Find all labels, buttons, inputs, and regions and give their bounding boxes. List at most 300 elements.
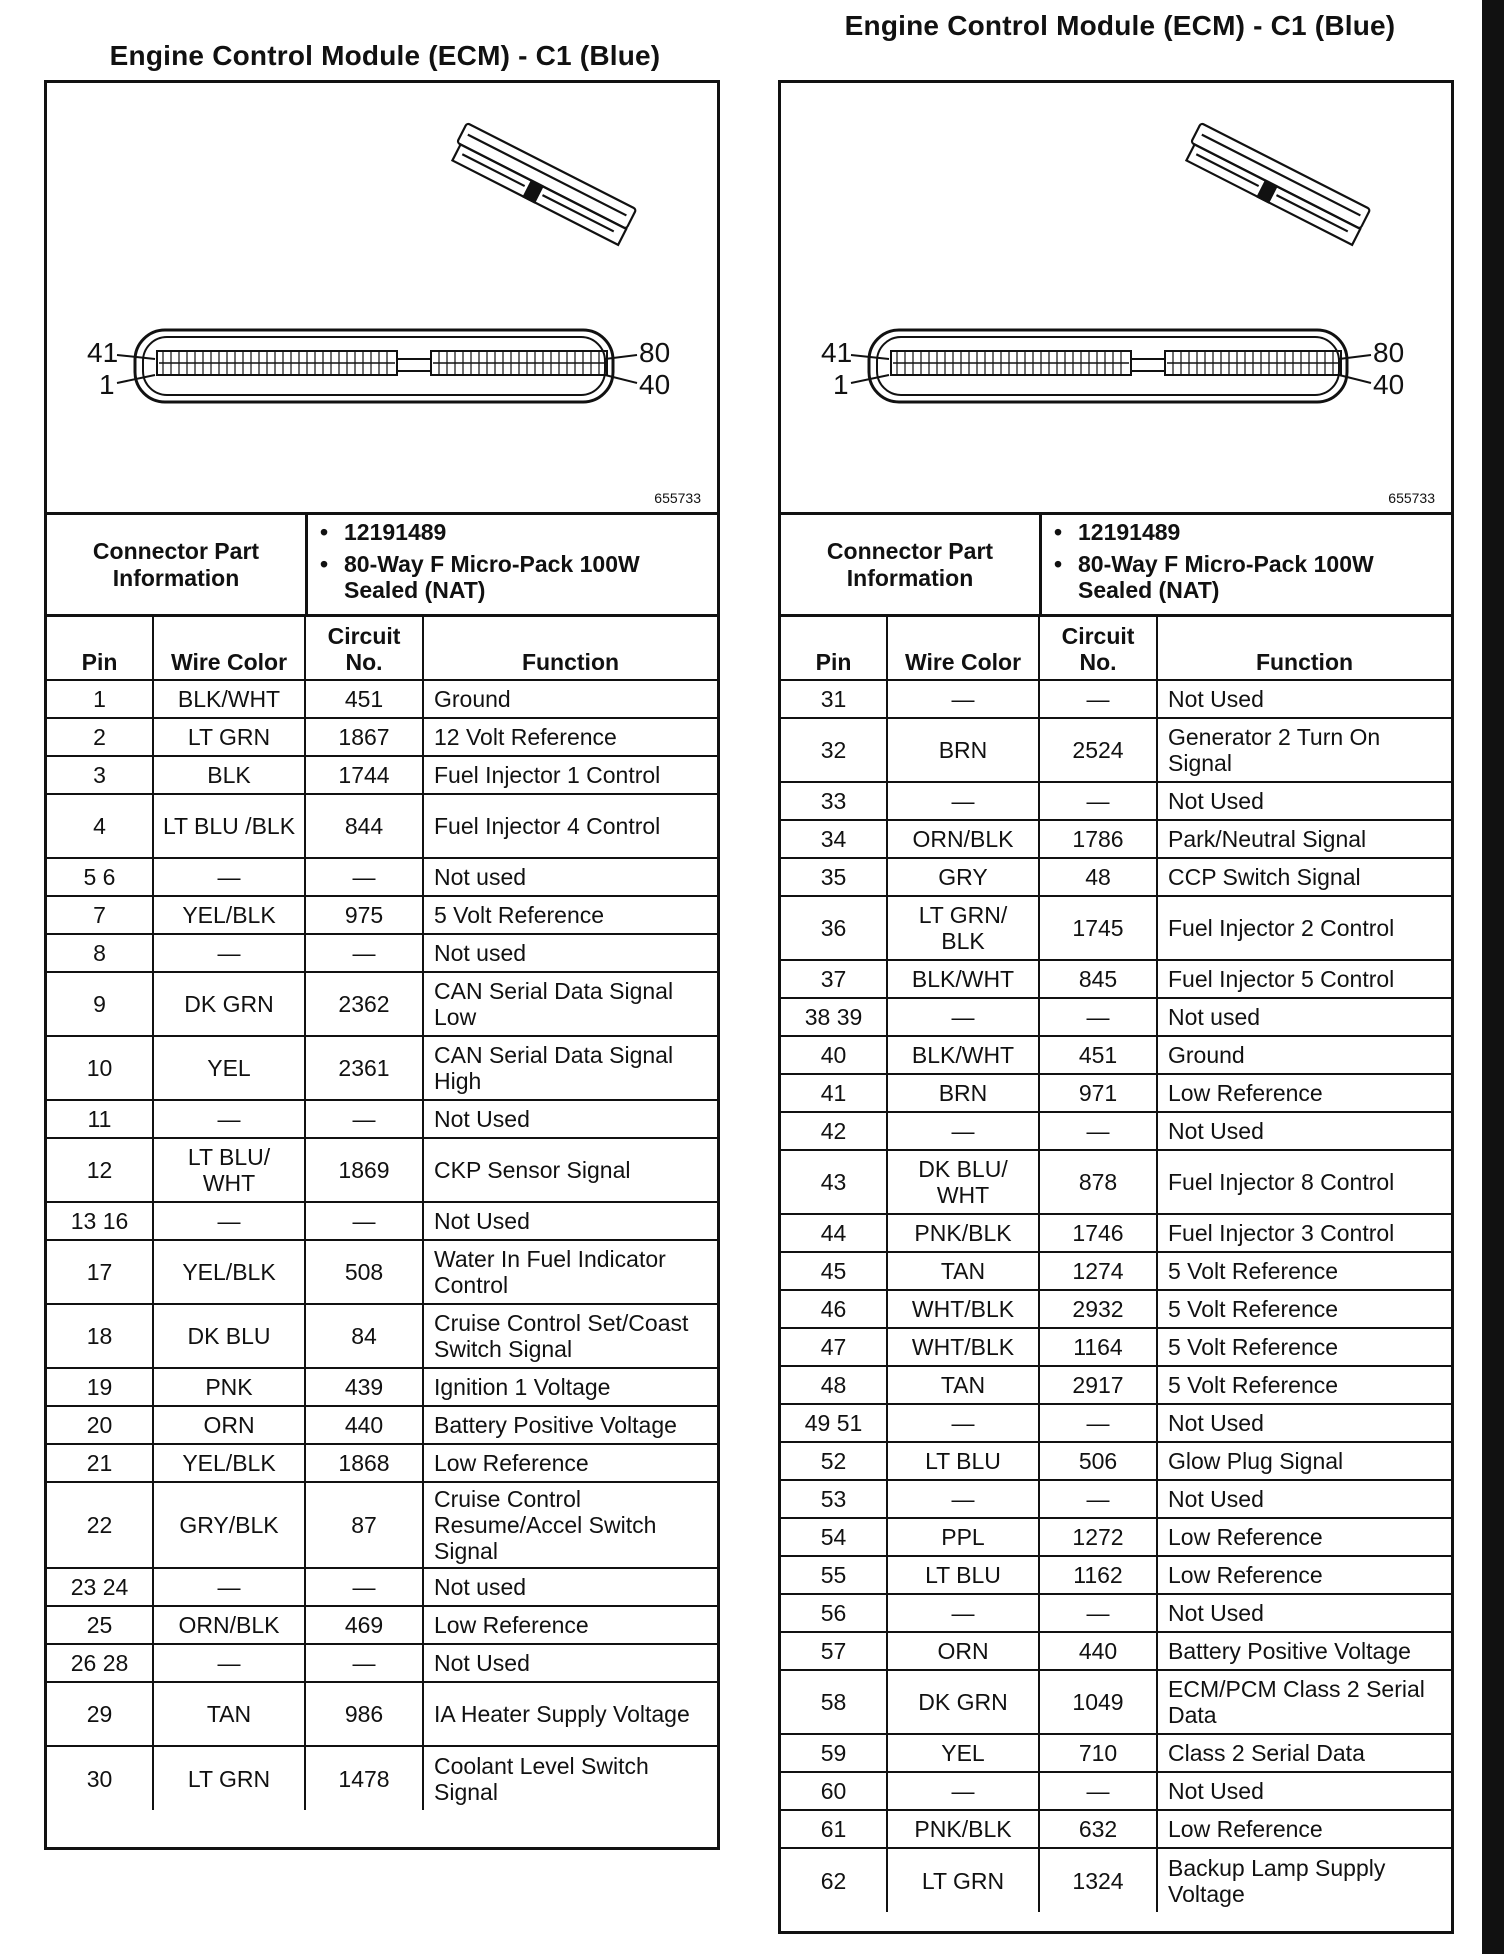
table-row (781, 782, 1451, 820)
table-row (781, 1290, 1451, 1328)
connector-part-info-label: Connector Part Information (781, 515, 1042, 614)
function-cell: CCP Switch Signal (1157, 858, 1451, 896)
pin-cell: 18 (47, 1304, 153, 1368)
table-row (47, 1568, 717, 1606)
table-row (47, 934, 717, 972)
wire-color-cell: BLK/WHT (153, 680, 305, 718)
connector-part-info (47, 515, 717, 617)
table-row (781, 1442, 1451, 1480)
table-row (47, 1304, 717, 1368)
connector-isometric (1183, 123, 1370, 245)
function-cell: Not Used (1157, 1404, 1451, 1442)
function-cell: Low Reference (423, 1444, 717, 1482)
circuit-no-cell: — (1039, 782, 1157, 820)
pin-cell: 35 (781, 858, 887, 896)
header-circuit-no: Circuit No. (1039, 617, 1157, 680)
pin-cell: 19 (47, 1368, 153, 1406)
function-cell: 5 Volt Reference (1157, 1366, 1451, 1404)
table-row (47, 680, 717, 718)
pin-label-80: 80 (1373, 337, 1405, 368)
connector-face (117, 330, 637, 402)
circuit-no-cell: — (305, 1202, 423, 1240)
function-cell: Low Reference (1157, 1810, 1451, 1848)
pin-cell: 9 (47, 972, 153, 1036)
circuit-no-cell: 469 (305, 1606, 423, 1644)
wire-color-cell: LT GRN (887, 1848, 1039, 1912)
circuit-no-cell: — (1039, 1594, 1157, 1632)
pin-cell: 43 (781, 1150, 887, 1214)
function-cell: Cruise Control Resume/Accel Switch Signal (423, 1482, 717, 1568)
pin-cell: 56 (781, 1594, 887, 1632)
wire-color-cell: DK GRN (887, 1670, 1039, 1734)
circuit-no-cell: 878 (1039, 1150, 1157, 1214)
right-connector-figure (781, 83, 1451, 515)
function-cell: IA Heater Supply Voltage (423, 1682, 717, 1746)
pin-cell: 3 (47, 756, 153, 794)
function-cell: CAN Serial Data Signal Low (423, 972, 717, 1036)
right-sheet (778, 80, 1454, 1934)
wire-color-cell: BRN (887, 1074, 1039, 1112)
wire-color-cell: LT GRN (153, 718, 305, 756)
pin-cell: 32 (781, 718, 887, 782)
wire-color-cell: LT GRN/ BLK (887, 896, 1039, 960)
pin-cell: 29 (47, 1682, 153, 1746)
circuit-no-cell: 1162 (1039, 1556, 1157, 1594)
header-function: Function (423, 617, 717, 680)
table-row (47, 1444, 717, 1482)
pin-cell: 33 (781, 782, 887, 820)
header-wire-color: Wire Color (153, 617, 305, 680)
function-cell: ECM/PCM Class 2 Serial Data (1157, 1670, 1451, 1734)
table-row (781, 1480, 1451, 1518)
pin-cell: 8 (47, 934, 153, 972)
pin-label-41: 41 (87, 337, 119, 368)
pin-cell: 53 (781, 1480, 887, 1518)
function-cell: Backup Lamp Supply Voltage (1157, 1848, 1451, 1912)
function-cell: 5 Volt Reference (1157, 1328, 1451, 1366)
function-cell: Not Used (1157, 680, 1451, 718)
circuit-no-cell: — (305, 1568, 423, 1606)
table-row (47, 1406, 717, 1444)
connector-part-info-label: Connector Part Information (47, 515, 308, 614)
table-row (781, 1366, 1451, 1404)
wire-color-cell: YEL (153, 1036, 305, 1100)
header-function: Function (1157, 617, 1451, 680)
figure-id: 655733 (654, 490, 701, 506)
table-header-row (47, 617, 717, 680)
wire-color-cell: PNK (153, 1368, 305, 1406)
circuit-no-cell: 2362 (305, 972, 423, 1036)
table-row (781, 1518, 1451, 1556)
circuit-no-cell: 1869 (305, 1138, 423, 1202)
table-row (781, 1772, 1451, 1810)
table-row (47, 1368, 717, 1406)
function-cell: 12 Volt Reference (423, 718, 717, 756)
circuit-no-cell: — (305, 1100, 423, 1138)
function-cell: Not Used (1157, 1480, 1451, 1518)
wire-color-cell: ORN (887, 1632, 1039, 1670)
table-row (781, 680, 1451, 718)
circuit-no-cell: 632 (1039, 1810, 1157, 1848)
table-row (781, 1404, 1451, 1442)
wire-color-cell: — (153, 1644, 305, 1682)
wire-color-cell: — (887, 1112, 1039, 1150)
connector-part-info-list (308, 515, 717, 614)
function-cell: Not Used (1157, 1772, 1451, 1810)
pin-cell: 12 (47, 1138, 153, 1202)
wire-color-cell: LT BLU/ WHT (153, 1138, 305, 1202)
function-cell: Fuel Injector 3 Control (1157, 1214, 1451, 1252)
table-row (781, 998, 1451, 1036)
circuit-no-cell: — (1039, 1112, 1157, 1150)
pin-cell: 62 (781, 1848, 887, 1912)
function-cell: Low Reference (1157, 1556, 1451, 1594)
wire-color-cell: LT BLU (887, 1556, 1039, 1594)
pin-cell: 20 (47, 1406, 153, 1444)
function-cell: Low Reference (423, 1606, 717, 1644)
circuit-no-cell: 2917 (1039, 1366, 1157, 1404)
wire-color-cell: TAN (887, 1252, 1039, 1290)
pin-cell: 40 (781, 1036, 887, 1074)
circuit-no-cell: 451 (305, 680, 423, 718)
table-row (47, 1482, 717, 1568)
pin-cell: 52 (781, 1442, 887, 1480)
table-row (781, 1150, 1451, 1214)
pin-cell: 25 (47, 1606, 153, 1644)
wire-color-cell: — (887, 680, 1039, 718)
function-cell: 5 Volt Reference (1157, 1290, 1451, 1328)
function-cell: Class 2 Serial Data (1157, 1734, 1451, 1772)
table-row (47, 972, 717, 1036)
connector-isometric (449, 123, 636, 245)
pin-label-40: 40 (639, 369, 671, 400)
function-cell: Not used (423, 1568, 717, 1606)
circuit-no-cell: 1744 (305, 756, 423, 794)
wire-color-cell: YEL (887, 1734, 1039, 1772)
circuit-no-cell: 1274 (1039, 1252, 1157, 1290)
table-row (47, 1682, 717, 1746)
table-row (781, 1252, 1451, 1290)
connector-part-info-list (1042, 515, 1451, 614)
table-row (47, 1644, 717, 1682)
wire-color-cell: LT BLU /BLK (153, 794, 305, 858)
circuit-no-cell: 440 (1039, 1632, 1157, 1670)
function-cell: Not used (423, 858, 717, 896)
circuit-no-cell: — (305, 858, 423, 896)
table-row (781, 896, 1451, 960)
circuit-no-cell: 84 (305, 1304, 423, 1368)
pin-cell: 30 (47, 1746, 153, 1810)
function-cell: Water In Fuel Indicator Control (423, 1240, 717, 1304)
table-row (781, 1734, 1451, 1772)
circuit-no-cell: — (305, 1644, 423, 1682)
wire-color-cell: — (887, 998, 1039, 1036)
wire-color-cell: YEL/BLK (153, 1444, 305, 1482)
function-cell: Not Used (1157, 1594, 1451, 1632)
circuit-no-cell: 1786 (1039, 820, 1157, 858)
wire-color-cell: DK GRN (153, 972, 305, 1036)
table-row (47, 718, 717, 756)
wire-color-cell: — (887, 1404, 1039, 1442)
pin-cell: 57 (781, 1632, 887, 1670)
circuit-no-cell: 2524 (1039, 718, 1157, 782)
pin-cell: 7 (47, 896, 153, 934)
page-edge-bar (1482, 0, 1504, 1954)
wire-color-cell: — (887, 1480, 1039, 1518)
pin-cell: 47 (781, 1328, 887, 1366)
wire-color-cell: BLK (153, 756, 305, 794)
circuit-no-cell: 1745 (1039, 896, 1157, 960)
pin-cell: 55 (781, 1556, 887, 1594)
function-cell: Not Used (1157, 782, 1451, 820)
wire-color-cell: ORN/BLK (887, 820, 1039, 858)
function-cell: Low Reference (1157, 1074, 1451, 1112)
left-panel (40, 40, 730, 72)
part-number: • 12191489 (1078, 519, 1451, 545)
pin-cell: 61 (781, 1810, 887, 1848)
circuit-no-cell: 48 (1039, 858, 1157, 896)
function-cell: Fuel Injector 5 Control (1157, 960, 1451, 998)
pin-cell: 42 (781, 1112, 887, 1150)
connector-drawing (781, 83, 1451, 513)
pin-label-41: 41 (821, 337, 853, 368)
table-row (47, 1036, 717, 1100)
wire-color-cell: GRY (887, 858, 1039, 896)
table-row (47, 858, 717, 896)
table-row (47, 1746, 717, 1810)
wire-color-cell: WHT/BLK (887, 1290, 1039, 1328)
wire-color-cell: BLK/WHT (887, 960, 1039, 998)
circuit-no-cell: 986 (305, 1682, 423, 1746)
table-row (47, 1138, 717, 1202)
circuit-no-cell: — (1039, 1404, 1157, 1442)
function-cell: Ground (423, 680, 717, 718)
table-row (47, 1606, 717, 1644)
wire-color-cell: ORN (153, 1406, 305, 1444)
pin-cell: 45 (781, 1252, 887, 1290)
function-cell: Park/Neutral Signal (1157, 820, 1451, 858)
connector-face (851, 330, 1371, 402)
pin-label-1: 1 (99, 369, 115, 400)
wire-color-cell: TAN (153, 1682, 305, 1746)
function-cell: Not Used (423, 1100, 717, 1138)
circuit-no-cell: 508 (305, 1240, 423, 1304)
pin-cell: 23 24 (47, 1568, 153, 1606)
circuit-no-cell: 2361 (305, 1036, 423, 1100)
right-panel (770, 10, 1470, 42)
wire-color-cell: WHT/BLK (887, 1328, 1039, 1366)
wire-color-cell: DK BLU (153, 1304, 305, 1368)
pin-cell: 59 (781, 1734, 887, 1772)
function-cell: Fuel Injector 4 Control (423, 794, 717, 858)
pin-cell: 38 39 (781, 998, 887, 1036)
circuit-no-cell: — (1039, 680, 1157, 718)
circuit-no-cell: 2932 (1039, 1290, 1157, 1328)
table-row (47, 794, 717, 858)
pin-cell: 5 6 (47, 858, 153, 896)
table-row (781, 820, 1451, 858)
circuit-no-cell: 439 (305, 1368, 423, 1406)
pin-cell: 54 (781, 1518, 887, 1556)
pin-label-1: 1 (833, 369, 849, 400)
table-row (47, 1240, 717, 1304)
pin-label-40: 40 (1373, 369, 1405, 400)
function-cell: Not used (1157, 998, 1451, 1036)
function-cell: CAN Serial Data Signal High (423, 1036, 717, 1100)
left-connector-figure (47, 83, 717, 515)
pin-cell: 13 16 (47, 1202, 153, 1240)
function-cell: Cruise Control Set/Coast Switch Signal (423, 1304, 717, 1368)
function-cell: 5 Volt Reference (1157, 1252, 1451, 1290)
table-row (47, 896, 717, 934)
wire-color-cell: YEL/BLK (153, 896, 305, 934)
wire-color-cell: — (887, 1772, 1039, 1810)
function-cell: Fuel Injector 1 Control (423, 756, 717, 794)
function-cell: Ignition 1 Voltage (423, 1368, 717, 1406)
circuit-no-cell: — (1039, 998, 1157, 1036)
pin-cell: 44 (781, 1214, 887, 1252)
wire-color-cell: — (153, 1100, 305, 1138)
function-cell: Glow Plug Signal (1157, 1442, 1451, 1480)
pin-cell: 21 (47, 1444, 153, 1482)
function-cell: Generator 2 Turn On Signal (1157, 718, 1451, 782)
wire-color-cell: — (153, 934, 305, 972)
part-number: • 12191489 (344, 519, 717, 545)
wire-color-cell: — (887, 782, 1039, 820)
table-row (781, 1214, 1451, 1252)
wire-color-cell: PPL (887, 1518, 1039, 1556)
function-cell: Fuel Injector 2 Control (1157, 896, 1451, 960)
header-pin: Pin (781, 617, 887, 680)
table-row (781, 1556, 1451, 1594)
connector-drawing (47, 83, 717, 513)
table-row (781, 1328, 1451, 1366)
wire-color-cell: ORN/BLK (153, 1606, 305, 1644)
circuit-no-cell: 1868 (305, 1444, 423, 1482)
wire-color-cell: — (153, 1202, 305, 1240)
table-row (781, 1848, 1451, 1912)
wire-color-cell: DK BLU/ WHT (887, 1150, 1039, 1214)
pin-cell: 2 (47, 718, 153, 756)
table-row (47, 1202, 717, 1240)
function-cell: Not used (423, 934, 717, 972)
wire-color-cell: TAN (887, 1366, 1039, 1404)
wire-color-cell: LT GRN (153, 1746, 305, 1810)
pin-cell: 46 (781, 1290, 887, 1328)
circuit-no-cell: 844 (305, 794, 423, 858)
circuit-no-cell: 440 (305, 1406, 423, 1444)
pin-cell: 58 (781, 1670, 887, 1734)
function-cell: Not Used (423, 1644, 717, 1682)
wire-color-cell: GRY/BLK (153, 1482, 305, 1568)
wire-color-cell: YEL/BLK (153, 1240, 305, 1304)
pin-cell: 26 28 (47, 1644, 153, 1682)
circuit-no-cell: 451 (1039, 1036, 1157, 1074)
circuit-no-cell: 1867 (305, 718, 423, 756)
wire-color-cell: BRN (887, 718, 1039, 782)
pin-cell: 34 (781, 820, 887, 858)
circuit-no-cell: 1746 (1039, 1214, 1157, 1252)
pin-cell: 49 51 (781, 1404, 887, 1442)
function-cell: Not Used (1157, 1112, 1451, 1150)
left-sheet (44, 80, 720, 1850)
pin-cell: 1 (47, 680, 153, 718)
circuit-no-cell: 845 (1039, 960, 1157, 998)
circuit-no-cell: 975 (305, 896, 423, 934)
left-title: Engine Control Module (ECM) - C1 (Blue) (109, 40, 661, 71)
part-description: • 80-Way F Micro-Pack 100W Sealed (NAT) (1078, 551, 1441, 603)
wire-color-cell: LT BLU (887, 1442, 1039, 1480)
circuit-no-cell: 1049 (1039, 1670, 1157, 1734)
table-row (781, 1074, 1451, 1112)
wire-color-cell: PNK/BLK (887, 1810, 1039, 1848)
right-pin-table (781, 617, 1451, 1912)
function-cell: Low Reference (1157, 1518, 1451, 1556)
pin-cell: 48 (781, 1366, 887, 1404)
function-cell: Battery Positive Voltage (1157, 1632, 1451, 1670)
table-row (781, 1112, 1451, 1150)
wire-color-cell: — (887, 1594, 1039, 1632)
table-row (781, 718, 1451, 782)
left-pin-table (47, 617, 717, 1810)
header-pin: Pin (47, 617, 153, 680)
pin-cell: 10 (47, 1036, 153, 1100)
function-cell: Fuel Injector 8 Control (1157, 1150, 1451, 1214)
pin-cell: 17 (47, 1240, 153, 1304)
table-row (781, 1670, 1451, 1734)
circuit-no-cell: 710 (1039, 1734, 1157, 1772)
pin-cell: 22 (47, 1482, 153, 1568)
connector-part-info (781, 515, 1451, 617)
right-title: Engine Control Module (ECM) - C1 (Blue) (844, 10, 1396, 41)
header-wire-color: Wire Color (887, 617, 1039, 680)
function-cell: Ground (1157, 1036, 1451, 1074)
table-row (781, 1036, 1451, 1074)
pin-cell: 60 (781, 1772, 887, 1810)
circuit-no-cell: — (1039, 1772, 1157, 1810)
table-row (781, 1594, 1451, 1632)
circuit-no-cell: 971 (1039, 1074, 1157, 1112)
wire-color-cell: — (153, 1568, 305, 1606)
circuit-no-cell: 506 (1039, 1442, 1157, 1480)
circuit-no-cell: 87 (305, 1482, 423, 1568)
wire-color-cell: — (153, 858, 305, 896)
pin-cell: 11 (47, 1100, 153, 1138)
circuit-no-cell: — (305, 934, 423, 972)
circuit-no-cell: 1478 (305, 1746, 423, 1810)
function-cell: 5 Volt Reference (423, 896, 717, 934)
table-row (47, 756, 717, 794)
pin-cell: 36 (781, 896, 887, 960)
function-cell: CKP Sensor Signal (423, 1138, 717, 1202)
table-header-row (781, 617, 1451, 680)
table-row (47, 1100, 717, 1138)
pin-cell: 4 (47, 794, 153, 858)
part-description: • 80-Way F Micro-Pack 100W Sealed (NAT) (344, 551, 707, 603)
pin-cell: 31 (781, 680, 887, 718)
pin-cell: 41 (781, 1074, 887, 1112)
wire-color-cell: BLK/WHT (887, 1036, 1039, 1074)
table-row (781, 1810, 1451, 1848)
function-cell: Not Used (423, 1202, 717, 1240)
table-row (781, 858, 1451, 896)
function-cell: Coolant Level Switch Signal (423, 1746, 717, 1810)
table-row (781, 1632, 1451, 1670)
pin-label-80: 80 (639, 337, 671, 368)
circuit-no-cell: 1324 (1039, 1848, 1157, 1912)
circuit-no-cell: — (1039, 1480, 1157, 1518)
function-cell: Battery Positive Voltage (423, 1406, 717, 1444)
